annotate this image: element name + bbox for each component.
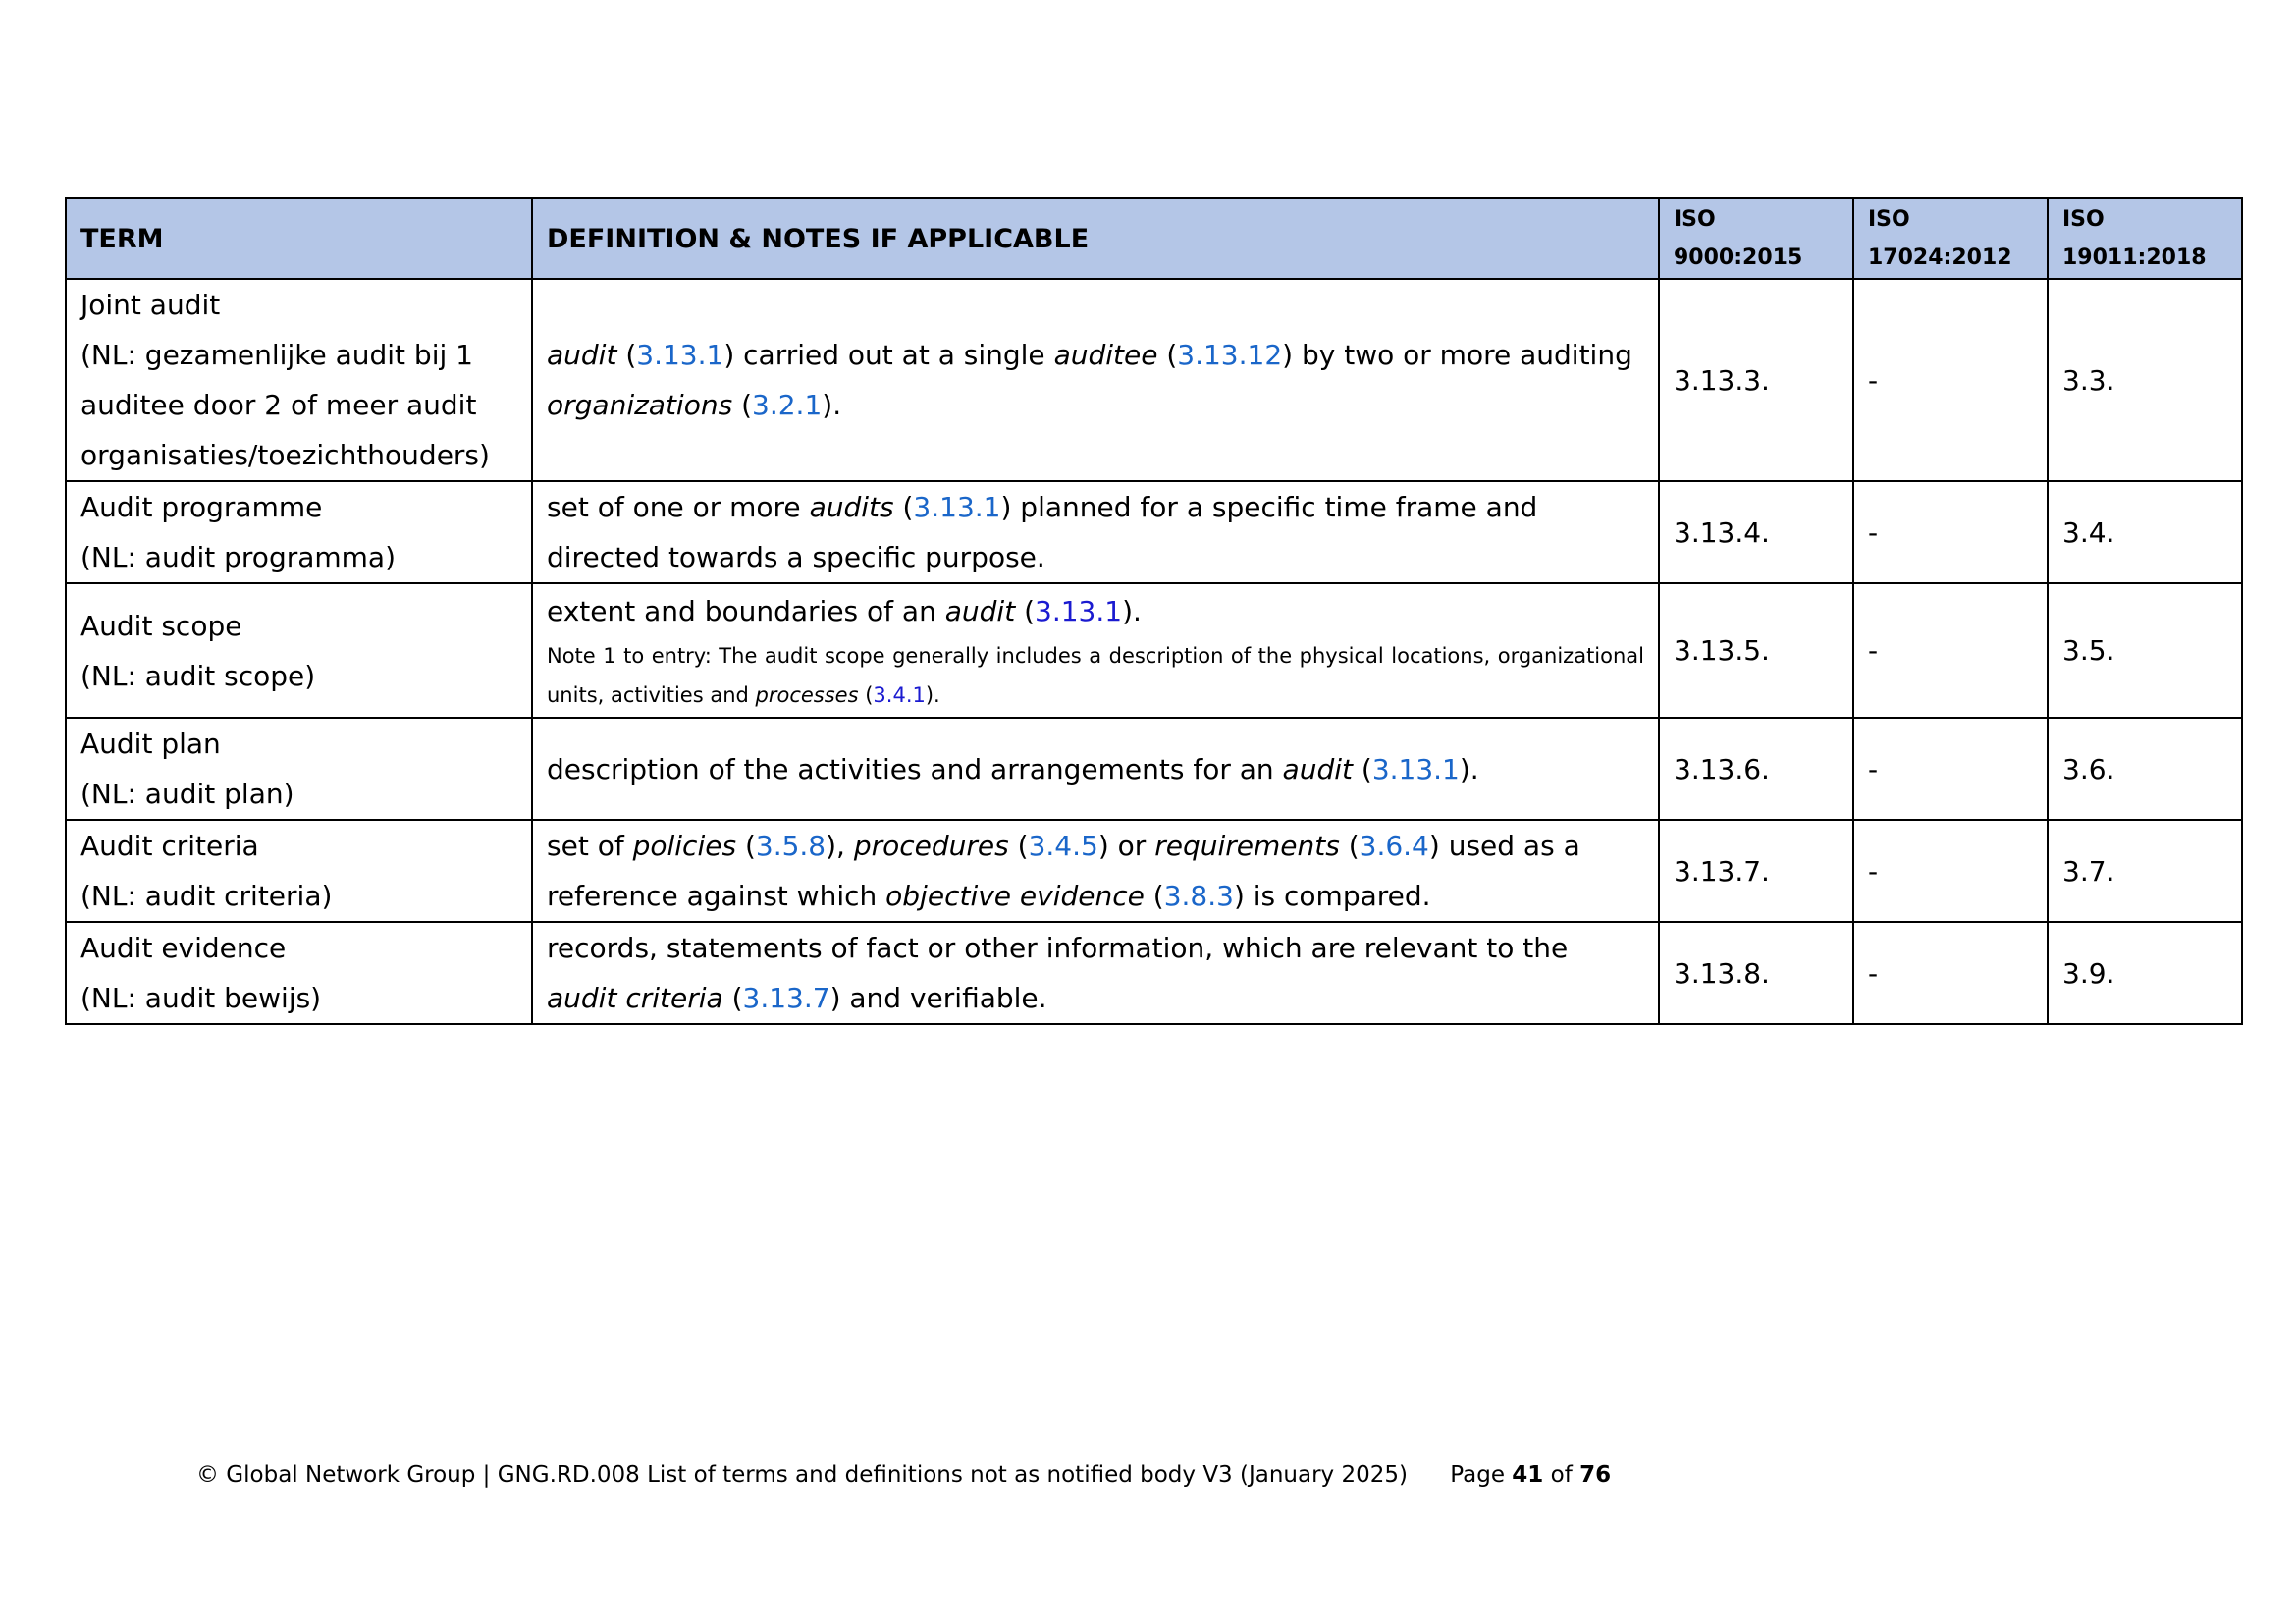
iso-17024-cell: -: [1853, 481, 2048, 583]
def-text: ).: [1122, 595, 1142, 627]
page-number: [1450, 1462, 1611, 1488]
iso-17024-cell: -: [1853, 820, 2048, 922]
page-total: 76: [1579, 1462, 1612, 1488]
iso-19011-cell: 3.3.: [2048, 279, 2242, 481]
def-term: audit criteria: [547, 982, 723, 1014]
terms-table: [65, 197, 2243, 1025]
def-reference-link[interactable]: 3.13.7: [742, 982, 830, 1014]
page-current: 41: [1512, 1462, 1544, 1488]
iso-17024-cell: -: [1853, 718, 2048, 820]
def-reference-link[interactable]: 3.13.1: [636, 339, 724, 371]
def-text: (: [1015, 595, 1036, 627]
def-term: policies: [632, 830, 737, 862]
def-text: (: [1144, 880, 1164, 912]
table-header-row: [66, 198, 2242, 279]
iso-17024-cell: -: [1853, 279, 2048, 481]
def-text: ) or: [1097, 830, 1155, 862]
term-cell: [66, 279, 532, 481]
def-term: auditee: [1053, 339, 1158, 371]
def-term: audit: [1282, 752, 1353, 785]
def-text: (: [1352, 752, 1372, 785]
def-text: ) by two or more auditing: [1282, 339, 1632, 371]
term-name: Audit programme: [80, 491, 323, 523]
def-text: (: [858, 683, 874, 707]
def-text: (: [1157, 339, 1178, 371]
def-reference-link[interactable]: 3.2.1: [752, 389, 823, 421]
def-reference-link[interactable]: 3.5.8: [755, 830, 827, 862]
term-name: Audit plan: [80, 728, 221, 760]
term-nl: (NL: audit programma): [80, 541, 397, 573]
def-reference-link[interactable]: 3.4.1: [873, 683, 926, 707]
def-reference-link[interactable]: 3.8.3: [1163, 880, 1234, 912]
def-text: ) used as a reference against which: [547, 830, 1580, 912]
def-note-text: Note 1 to entry: The audit scope generally includes a description of the physical locations, organizational units, activities and: [547, 644, 1644, 707]
definition-cell: [532, 481, 1659, 583]
header-iso-9000: [1659, 198, 1853, 279]
def-text: ).: [1459, 752, 1479, 785]
iso-19011-cell: 3.5.: [2048, 583, 2242, 718]
def-text: ) planned for a specific time frame and directed towards a specific purpose.: [547, 491, 1538, 573]
term-name: Audit evidence: [80, 932, 287, 964]
def-text: records, statements of fact or other information, which are relevant to the: [547, 932, 1569, 964]
iso-17024-cell: -: [1853, 922, 2048, 1024]
def-reference-link[interactable]: 3.13.1: [1035, 595, 1123, 627]
term-nl: (NL: audit plan): [80, 778, 294, 810]
def-term: audit: [944, 595, 1016, 627]
def-text: description of the activities and arrangements for an: [547, 752, 1283, 785]
def-text: set of one or more: [547, 491, 810, 523]
footer-text: © Global Network Group | GNG.RD.008 List of terms and definitions not as notified body V3 (January 2025): [196, 1462, 1408, 1488]
iso-19011-cell: 3.6.: [2048, 718, 2242, 820]
def-text: ).: [822, 389, 842, 421]
header-iso-19011-line2: 19011:2018: [2062, 245, 2207, 270]
term-name: Audit scope: [80, 609, 242, 642]
def-text: ) is compared.: [1233, 880, 1431, 912]
def-term: audits: [809, 491, 894, 523]
term-nl: (NL: gezamenlijke audit bij 1 auditee door 2 of meer audit organisaties/toezichthouders): [80, 339, 490, 471]
def-text: ),: [826, 830, 854, 862]
def-text: ) carried out at a single: [723, 339, 1054, 371]
term-cell: [66, 922, 532, 1024]
page-footer: [196, 1460, 1611, 1489]
def-text: set of: [547, 830, 633, 862]
def-text: extent and boundaries of an: [547, 595, 945, 627]
def-reference-link[interactable]: 3.4.5: [1028, 830, 1098, 862]
table-row: [66, 820, 2242, 922]
page-of: of: [1550, 1462, 1573, 1488]
def-text: (: [1339, 830, 1360, 862]
iso-9000-cell: 3.13.5.: [1659, 583, 1853, 718]
iso-19011-cell: 3.7.: [2048, 820, 2242, 922]
def-reference-link[interactable]: 3.13.1: [913, 491, 1001, 523]
header-iso-9000-line2: 9000:2015: [1674, 245, 1803, 270]
table-row: [66, 279, 2242, 481]
term-name: Joint audit: [80, 289, 221, 321]
def-term: requirements: [1154, 830, 1340, 862]
definition-cell: [532, 820, 1659, 922]
term-nl: (NL: audit bewijs): [80, 982, 322, 1014]
term-nl: (NL: audit criteria): [80, 880, 333, 912]
table-row: [66, 583, 2242, 718]
header-iso-9000-line1: ISO: [1674, 207, 1716, 232]
table-row: [66, 922, 2242, 1024]
definition-cell: [532, 583, 1659, 718]
iso-19011-cell: 3.4.: [2048, 481, 2242, 583]
term-cell: [66, 820, 532, 922]
def-text: ) and verifiable.: [829, 982, 1047, 1014]
header-iso-19011: [2048, 198, 2242, 279]
def-reference-link[interactable]: 3.6.4: [1359, 830, 1429, 862]
header-iso-17024-line2: 17024:2012: [1868, 245, 2012, 270]
def-text: (: [722, 982, 743, 1014]
iso-9000-cell: 3.13.6.: [1659, 718, 1853, 820]
header-iso-17024-line1: ISO: [1868, 207, 1910, 232]
header-definition: DEFINITION & NOTES IF APPLICABLE: [532, 198, 1659, 279]
iso-17024-cell: -: [1853, 583, 2048, 718]
table-row: [66, 718, 2242, 820]
def-text: (: [732, 389, 753, 421]
def-term: objective evidence: [885, 880, 1145, 912]
def-text: (: [1008, 830, 1029, 862]
def-reference-link[interactable]: 3.13.12: [1177, 339, 1283, 371]
iso-9000-cell: 3.13.8.: [1659, 922, 1853, 1024]
table-row: [66, 481, 2242, 583]
page-label: Page: [1450, 1462, 1505, 1488]
header-term: TERM: [66, 198, 532, 279]
iso-19011-cell: 3.9.: [2048, 922, 2242, 1024]
term-nl: (NL: audit scope): [80, 659, 316, 692]
def-text: ).: [925, 683, 940, 707]
iso-9000-cell: 3.13.4.: [1659, 481, 1853, 583]
header-iso-19011-line1: ISO: [2062, 207, 2105, 232]
def-reference-link[interactable]: 3.13.1: [1371, 752, 1460, 785]
term-cell: [66, 481, 532, 583]
header-iso-17024: [1853, 198, 2048, 279]
def-note: [547, 636, 1644, 715]
def-text: (: [736, 830, 756, 862]
iso-9000-cell: 3.13.7.: [1659, 820, 1853, 922]
def-term: processes: [755, 683, 859, 707]
term-cell: [66, 583, 532, 718]
definition-cell: [532, 922, 1659, 1024]
def-text: (: [893, 491, 914, 523]
iso-9000-cell: 3.13.3.: [1659, 279, 1853, 481]
definition-cell: [532, 718, 1659, 820]
term-cell: [66, 718, 532, 820]
def-term: audit: [547, 339, 617, 371]
definition-cell: [532, 279, 1659, 481]
def-main-line: [547, 586, 1644, 636]
def-text: (: [616, 339, 637, 371]
def-term: procedures: [853, 830, 1009, 862]
term-name: Audit criteria: [80, 830, 259, 862]
def-term: organizations: [547, 389, 733, 421]
